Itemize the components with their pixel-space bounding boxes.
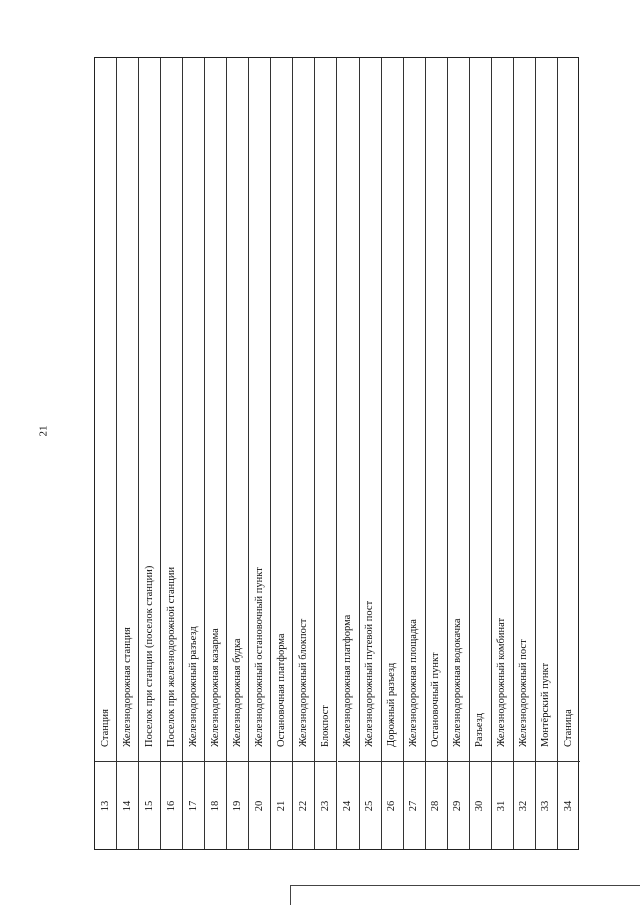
- number-cell: [293, 761, 314, 849]
- name-cell: [514, 58, 535, 761]
- row-number: 23: [319, 800, 331, 811]
- row-name: Железнодорожный комбинат: [496, 617, 508, 747]
- number-cell: [470, 761, 491, 849]
- number-cell: [205, 761, 226, 849]
- number-cell: [139, 761, 160, 849]
- number-cell: [426, 761, 447, 849]
- row-name: Поселок при станции (поселок станции): [143, 565, 155, 747]
- row-name: Железнодорожный разъезд: [187, 625, 199, 747]
- table-row: [227, 58, 249, 849]
- row-number: 26: [385, 800, 397, 811]
- table-row: [315, 58, 337, 849]
- row-name: Монтёрский пункт: [540, 662, 552, 747]
- row-number: 15: [143, 800, 155, 811]
- table-row: [205, 58, 227, 849]
- table-row: [139, 58, 161, 849]
- table-row: [293, 58, 315, 849]
- name-cell: [492, 58, 513, 761]
- table-row: [360, 58, 382, 849]
- row-name: Поселок при железнодорожной станции: [165, 566, 177, 747]
- table-row: [514, 58, 536, 849]
- number-cell: [249, 761, 270, 849]
- row-name: Железнодорожный пост: [518, 638, 530, 747]
- name-cell: [426, 58, 447, 761]
- name-cell: [338, 58, 359, 761]
- row-name: Станица: [562, 708, 574, 747]
- number-cell: [117, 761, 138, 849]
- table-row: [558, 58, 580, 849]
- table-row: [470, 58, 492, 849]
- number-cell: [338, 761, 359, 849]
- row-number: 13: [99, 800, 111, 811]
- name-cell: [360, 58, 381, 761]
- row-number: 19: [231, 800, 243, 811]
- table-row: [338, 58, 360, 849]
- table-row: [117, 58, 139, 849]
- number-cell: [315, 761, 336, 849]
- name-cell: [139, 58, 160, 761]
- row-number: 25: [363, 800, 375, 811]
- number-cell: [183, 761, 204, 849]
- row-number: 34: [562, 800, 574, 811]
- number-cell: [360, 761, 381, 849]
- row-number: 24: [341, 800, 353, 811]
- row-name: Железнодорожная площадка: [407, 618, 419, 747]
- table-row: [249, 58, 271, 849]
- name-cell: [117, 58, 138, 761]
- row-number: 16: [165, 800, 177, 811]
- name-cell: [558, 58, 580, 761]
- name-cell: [95, 58, 116, 761]
- row-name: Остановочный пункт: [429, 651, 441, 747]
- number-cell: [271, 761, 292, 849]
- row-name: Остановочная платформа: [275, 632, 287, 747]
- row-number: 21: [275, 800, 287, 811]
- table-row: [426, 58, 448, 849]
- name-cell: [227, 58, 248, 761]
- number-cell: [404, 761, 425, 849]
- row-number: 30: [474, 800, 486, 811]
- row-number: 14: [121, 800, 133, 811]
- table-row: [536, 58, 558, 849]
- row-name: Железнодорожная водокачка: [451, 617, 463, 747]
- name-cell: [161, 58, 182, 761]
- name-cell: [382, 58, 403, 761]
- name-cell: [249, 58, 270, 761]
- name-cell: [448, 58, 469, 761]
- row-name: Блокпост: [319, 704, 331, 747]
- row-name: Железнодорожная будка: [231, 637, 243, 747]
- row-name: Разъезд: [474, 712, 486, 747]
- table-row: [404, 58, 426, 849]
- number-cell: [95, 761, 116, 849]
- row-number: 28: [429, 800, 441, 811]
- name-cell: [536, 58, 557, 761]
- row-number: 31: [496, 800, 508, 811]
- row-name: Железнодорожная станция: [121, 626, 133, 747]
- table-row: [382, 58, 404, 849]
- number-cell: [492, 761, 513, 849]
- row-name: Железнодорожный остановочный пункт: [253, 566, 265, 747]
- row-number: 22: [297, 800, 309, 811]
- table-row: [448, 58, 470, 849]
- scan-edge-mark: [290, 885, 640, 905]
- name-cell: [470, 58, 491, 761]
- row-number: 27: [407, 800, 419, 811]
- row-name: Железнодорожная казарма: [209, 627, 221, 747]
- row-name: Железнодорожный блокпост: [297, 618, 309, 747]
- name-cell: [315, 58, 336, 761]
- row-name: Железнодорожный путевой пост: [363, 600, 375, 747]
- table-row: [95, 58, 117, 849]
- number-cell: [514, 761, 535, 849]
- row-number: 33: [540, 800, 552, 811]
- number-cell: [558, 761, 580, 849]
- number-cell: [382, 761, 403, 849]
- table-row: [183, 58, 205, 849]
- row-name: Железнодорожная платформа: [341, 614, 353, 747]
- number-cell: [536, 761, 557, 849]
- row-name: Станция: [99, 708, 111, 747]
- table-row: [492, 58, 514, 849]
- row-number: 29: [451, 800, 463, 811]
- settlement-type-table: [94, 57, 579, 850]
- row-name: Дорожный разъезд: [385, 662, 397, 747]
- name-cell: [205, 58, 226, 761]
- table-row: [161, 58, 183, 849]
- name-cell: [293, 58, 314, 761]
- name-cell: [183, 58, 204, 761]
- name-cell: [404, 58, 425, 761]
- number-cell: [227, 761, 248, 849]
- number-cell: [161, 761, 182, 849]
- row-number: 20: [253, 800, 265, 811]
- table-row: [271, 58, 293, 849]
- number-cell: [448, 761, 469, 849]
- row-number: 17: [187, 800, 199, 811]
- row-number: 32: [518, 800, 530, 811]
- name-cell: [271, 58, 292, 761]
- page-number: 21: [37, 425, 50, 437]
- row-number: 18: [209, 800, 221, 811]
